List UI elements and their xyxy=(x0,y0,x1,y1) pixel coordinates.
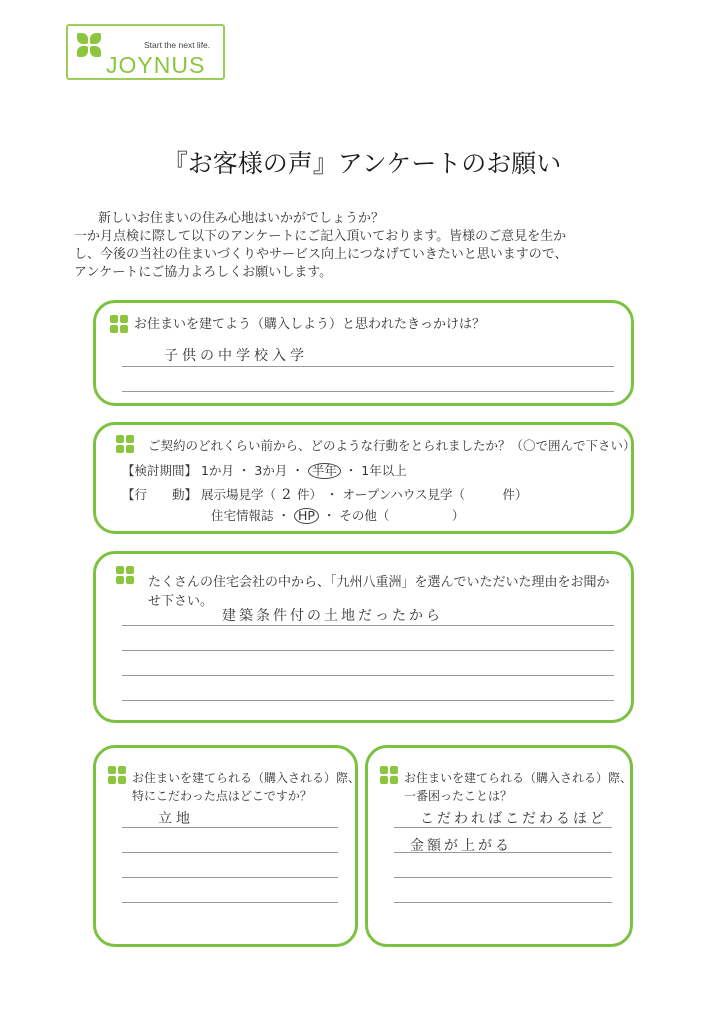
answer-line xyxy=(122,675,614,676)
answer-line xyxy=(122,625,614,626)
logo-leaf xyxy=(77,46,88,57)
answer-line xyxy=(394,827,612,828)
action-row-2: 住宅情報誌 ・ HP ・ その他（ ） xyxy=(211,508,465,523)
handwritten-answer: 立地 xyxy=(158,811,194,827)
period-option: 3か月 xyxy=(254,463,288,478)
question-text: お住まいを建てよう（購入しよう）と思われたきっかけは？ xyxy=(134,317,486,332)
answer-line xyxy=(122,827,338,828)
answer-line xyxy=(122,877,338,878)
answer-line xyxy=(122,852,338,853)
clover-icon xyxy=(110,315,130,335)
clover-icon xyxy=(380,766,400,786)
action-option: 展示場見学（ xyxy=(201,487,277,502)
action-option-selected: HP xyxy=(294,508,319,524)
clover-icon xyxy=(108,766,128,786)
logo-leaf xyxy=(90,46,101,57)
answer-line xyxy=(122,391,614,392)
period-option-selected: 半年 xyxy=(308,463,341,479)
handwritten-count: 2 xyxy=(282,487,291,503)
logo-leaf xyxy=(90,33,101,44)
question-box-motivation xyxy=(93,300,634,406)
action-option: 住宅情報誌 xyxy=(211,508,274,523)
question-text: せ下さい。 xyxy=(148,594,214,609)
action-option: その他（ ） xyxy=(339,508,465,523)
answer-line xyxy=(122,902,338,903)
answer-line xyxy=(122,650,614,651)
action-option: 件） xyxy=(296,487,322,502)
question-text: たくさんの住宅会社の中から、「九州八重洲」を選んでいただいた理由をお聞か xyxy=(148,575,610,590)
action-label: 【行 動】 xyxy=(122,487,198,502)
logo-leaf xyxy=(77,33,88,44)
intro-text xyxy=(74,210,658,282)
question-box-focus xyxy=(93,745,361,947)
question-text: 一番困ったことは？ xyxy=(404,789,513,803)
period-option: 1か月 xyxy=(201,463,234,478)
intro-line: アンケートにご協力よろしくお願いします。 xyxy=(74,265,333,280)
intro-line: し、今後の当社の住まいづくりやサービス向上につなげていきたいと思いますので、 xyxy=(74,247,568,262)
answer-line xyxy=(394,852,612,853)
logo-tagline: Start the next life. xyxy=(144,40,211,50)
clover-icon xyxy=(116,566,136,586)
logo-name: JOYNUS xyxy=(106,52,206,78)
period-label: 【検討期間】 xyxy=(122,463,198,478)
handwritten-answer: 金額が上がる xyxy=(410,838,512,854)
question-text: ご契約のどれくらい前から、どのような行動をとられましたか？（〇で囲んで下さい） xyxy=(148,438,636,453)
question-box-reason xyxy=(93,551,634,723)
action-row: 【行 動】 展示場見学（ 2 件） ・ オープンハウス見学（ 件） xyxy=(122,487,528,503)
handwritten-answer: 子供の中学校入学 xyxy=(164,348,308,364)
intro-line: 一か月点検に際して以下のアンケートにご記入頂いております。皆様のご意見を生か xyxy=(74,229,567,244)
action-option: オープンハウス見学（ 件） xyxy=(342,487,528,502)
question-box-timeline xyxy=(93,422,634,534)
question-text: 特にこだわった点はどこですか？ xyxy=(132,789,312,803)
answer-line xyxy=(394,877,612,878)
answer-line xyxy=(122,700,614,701)
joynus-logo xyxy=(66,24,225,80)
question-box-difficulty xyxy=(365,745,633,947)
handwritten-answer: 建築条件付の土地だったから xyxy=(222,608,443,624)
answer-line xyxy=(122,366,614,367)
question-text: お住まいを建てられる（購入される）際、 xyxy=(132,771,361,785)
intro-line: 新しいお住まいの住み心地はいかがでしょうか？ xyxy=(98,211,385,226)
period-option: 1年以上 xyxy=(361,463,407,478)
handwritten-answer: こだわればこだわるほど xyxy=(420,811,607,827)
clover-icon xyxy=(116,435,136,455)
answer-line xyxy=(394,902,612,903)
question-text: お住まいを建てられる（購入される）際、 xyxy=(404,771,633,785)
page-title: 『お客様の声』アンケートのお願い xyxy=(162,149,562,178)
period-row: 【検討期間】 1か月 ・ 3か月 ・ 半年 ・ 1年以上 xyxy=(122,463,407,478)
